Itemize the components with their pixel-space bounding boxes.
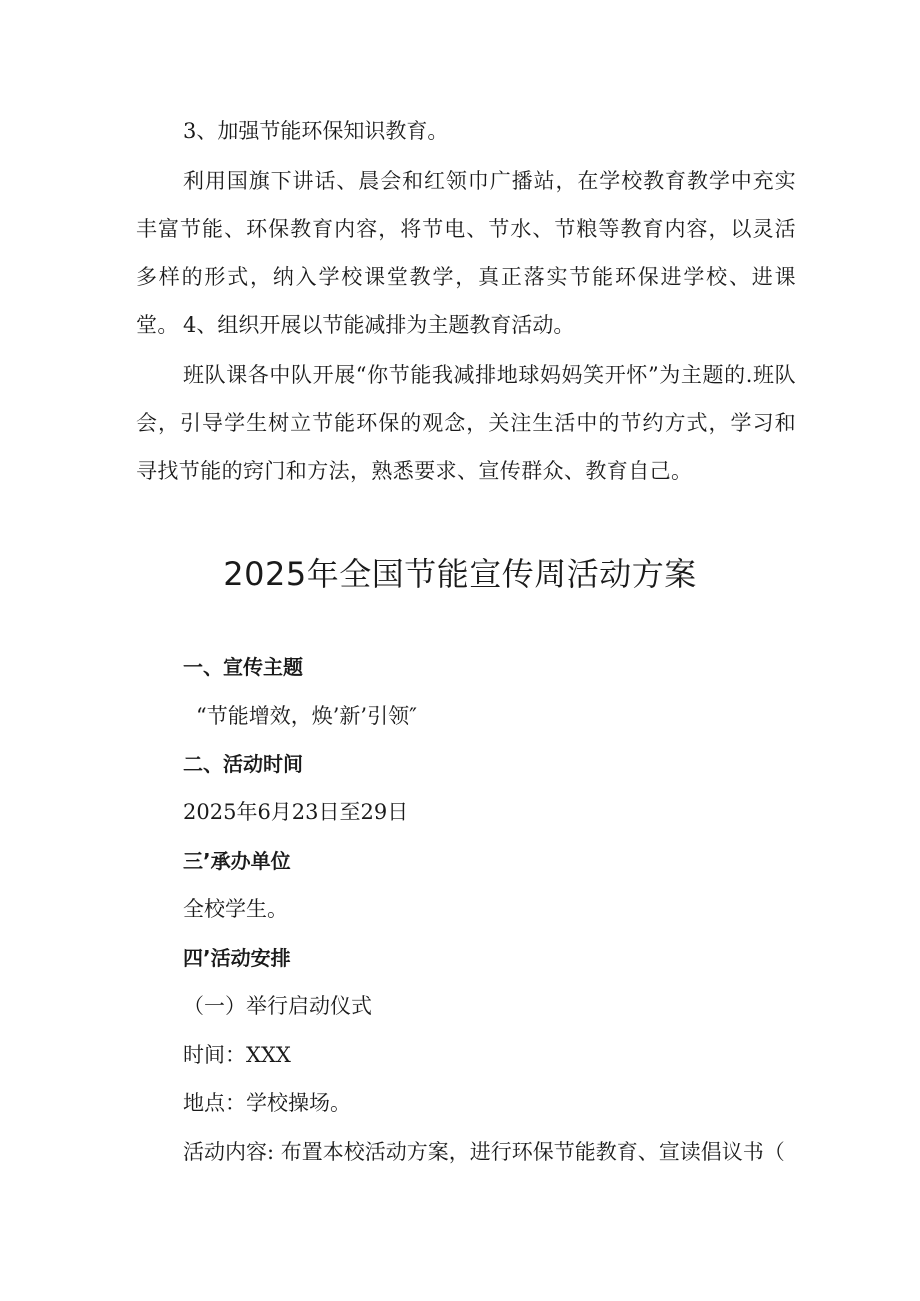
document-title: 2025年全国节能宣传周活动方案: [223, 555, 697, 593]
item4-heading: 4、组织开展以节能减排为主题教育活动。: [183, 313, 575, 337]
section-plan-heading: 四’活动安排: [183, 946, 291, 970]
section-org-text: 全校学生。: [183, 897, 288, 921]
section-time-text: 2025年6月23日至29日: [183, 800, 409, 824]
section-theme-text: “节能增效，焕’新’引领″: [196, 704, 417, 728]
section-org-heading: 三’承办单位: [183, 849, 291, 873]
item3-body-paragraph: 利用国旗下讲话、晨会和红领巾广播站，在学校教育教学中充实丰富节能、环保教育内容，将节电、节水、节粮等教育内容，以灵活多样的形式，纳入学校课堂教学，真正落实节能环保进学校、进课堂。: [136, 169, 796, 337]
section-plan-time: 时间：XXX: [183, 1043, 291, 1067]
item4-body-paragraph: 班队课各中队开展“你节能我减排地球妈妈笑开怀”为主题的.班队会，引导学生树立节能环保的观念，关注生活中的节约方式，学习和寻找节能的窍门和方法，熟悉要求、宣传群众、教育自己。: [136, 363, 796, 483]
section-time-heading: 二、活动时间: [183, 752, 303, 776]
section-plan-content: 活动内容: 布置本校活动方案，进行环保节能教育、宣读倡议书（: [183, 1140, 785, 1164]
section-plan-place: 地点：学校操场。: [183, 1091, 351, 1115]
section-theme-heading: 一、宣传主题: [183, 655, 303, 679]
item3-heading: 3、加强节能环保知识教育。: [183, 119, 449, 143]
section-plan-subheading: （一）举行启动仪式: [183, 994, 372, 1018]
